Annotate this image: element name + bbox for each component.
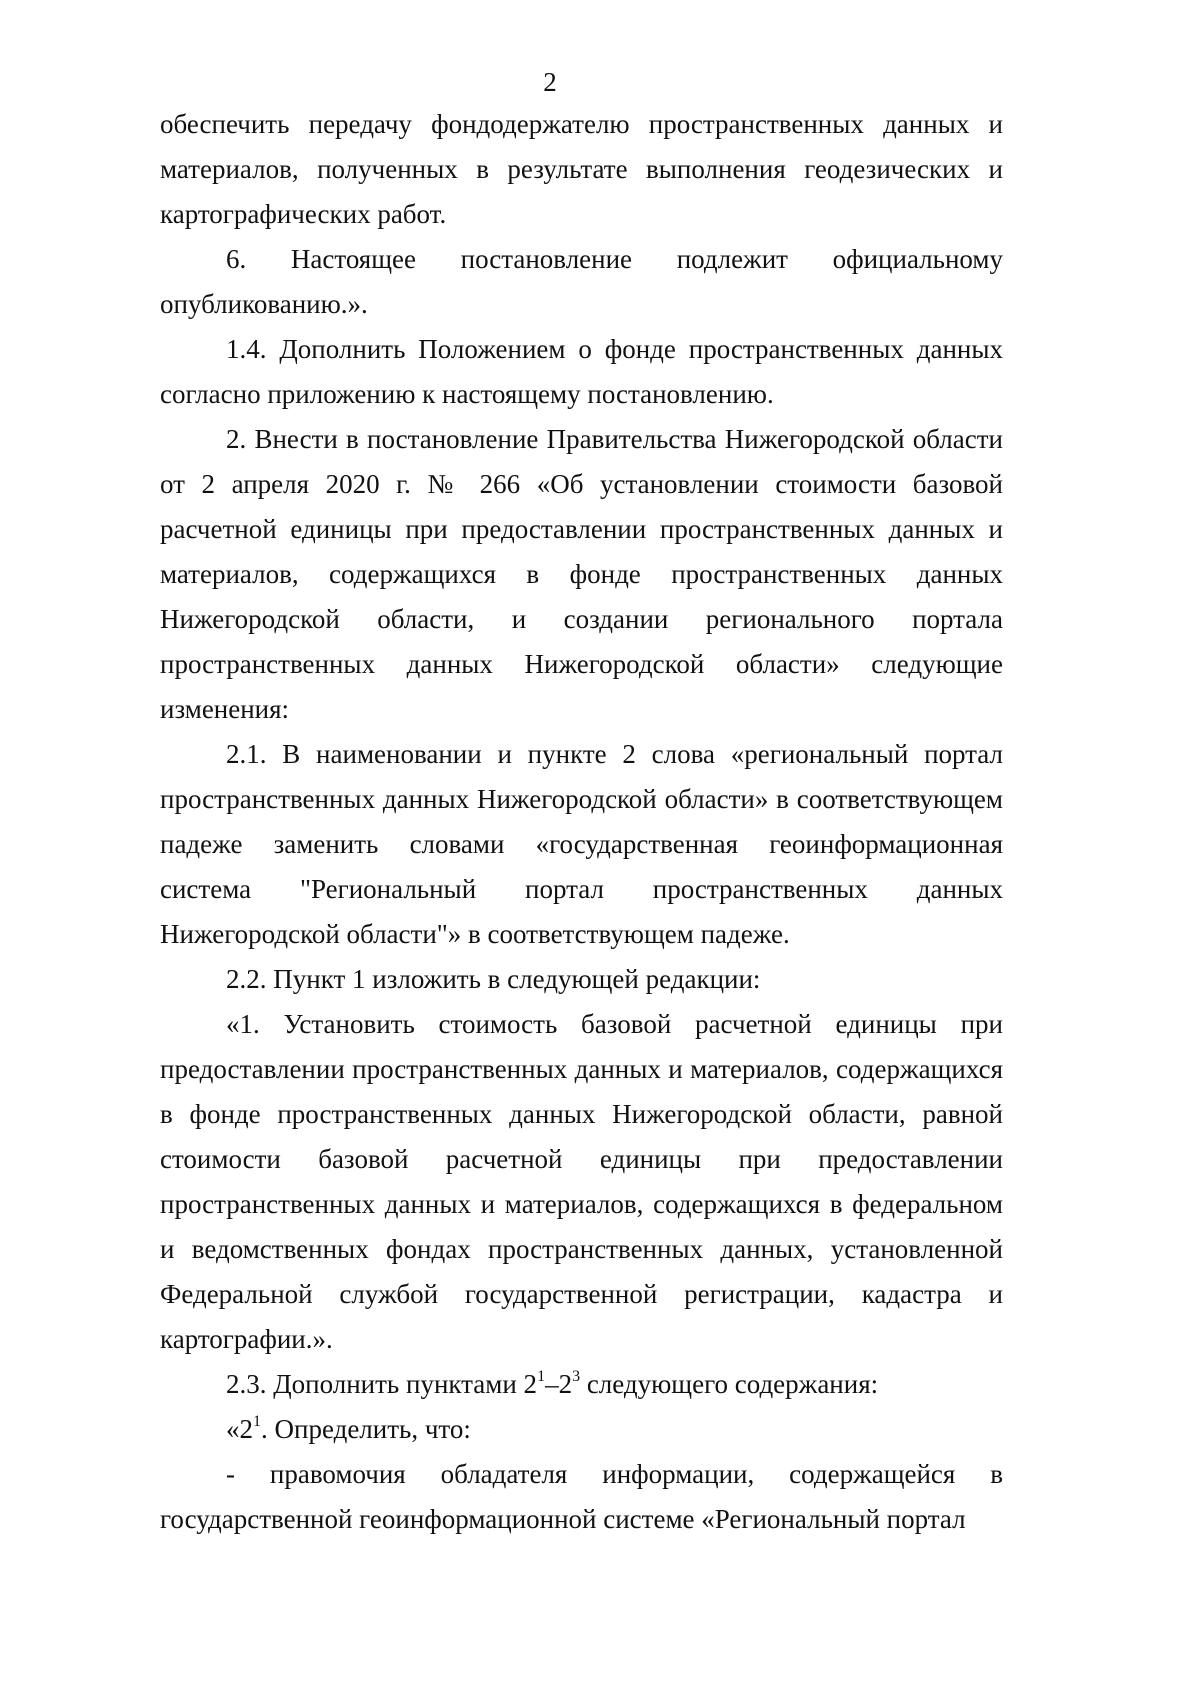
paragraph-2: 2. Внести в постановление Правительства Нижегородской области от 2 апреля 2020 г. № 266 «Об установлении стоимости базовой расчетной единицы при предоставлении пространственных данных и материалов, содержащихся в фонде пространственных данных Нижегородской области, и создании регионального портала пространственных данных Нижегородской области» следующие изменения: xyxy=(160,424,1003,724)
paragraph-quoted-1: «1. Установить стоимость базовой расчетной единицы при предоставлении пространственных данных и материалов, содержащихся в фонде пространственных данных Нижегородской области, равной стоимости базовой расчетной единицы при предоставлении пространственных данных и материалов, содержащихся в федеральном и ведомственных фондах пространственных данных, установленной Федеральной службой государственной регистрации, кадастра и картографии.». xyxy=(160,1009,1003,1354)
paragraph-2-3-text: 2.3. Дополнить пунктами 2 xyxy=(226,1369,538,1399)
range-dash: –2 xyxy=(545,1369,573,1399)
superscript: 1 xyxy=(537,1368,546,1385)
superscript: 1 xyxy=(253,1413,261,1430)
document-body xyxy=(160,102,1003,1542)
paragraph-list-item: - правомочия обладателя информации, содержащейся в государственной геоинформационной системе «Региональный портал xyxy=(160,1459,1003,1534)
paragraph-2-3-tail: следующего содержания: xyxy=(580,1369,879,1399)
paragraph-continuation: обеспечить передачу фондодержателю пространственных данных и материалов, полученных в результате выполнения геодезических и картографических работ. xyxy=(160,109,1003,229)
quoted-2-1-text: «2 xyxy=(226,1414,253,1444)
paragraph-2-1: 2.1. В наименовании и пункте 2 слова «региональный портал пространственных данных Нижегородской области» в соответствующем падеже заменить словами «государственная геоинформационная система "Региональный портал пространственных данных Нижегородской области"» в соответствующем падеже. xyxy=(160,739,1003,949)
paragraph-1-4: 1.4. Дополнить Положением о фонде пространственных данных согласно приложению к настоящему постановлению. xyxy=(160,334,1003,409)
paragraph-quoted-2-1 xyxy=(160,1407,1003,1452)
superscript: 3 xyxy=(572,1368,581,1385)
paragraph-6: 6. Настоящее постановление подлежит официальному опубликованию.». xyxy=(160,244,1003,319)
page-number: 2 xyxy=(543,67,557,97)
paragraph-2-3 xyxy=(160,1362,1003,1407)
paragraph-2-2: 2.2. Пункт 1 изложить в следующей редакции: xyxy=(226,964,761,994)
quoted-2-1-tail: . Определить, что: xyxy=(261,1414,471,1444)
